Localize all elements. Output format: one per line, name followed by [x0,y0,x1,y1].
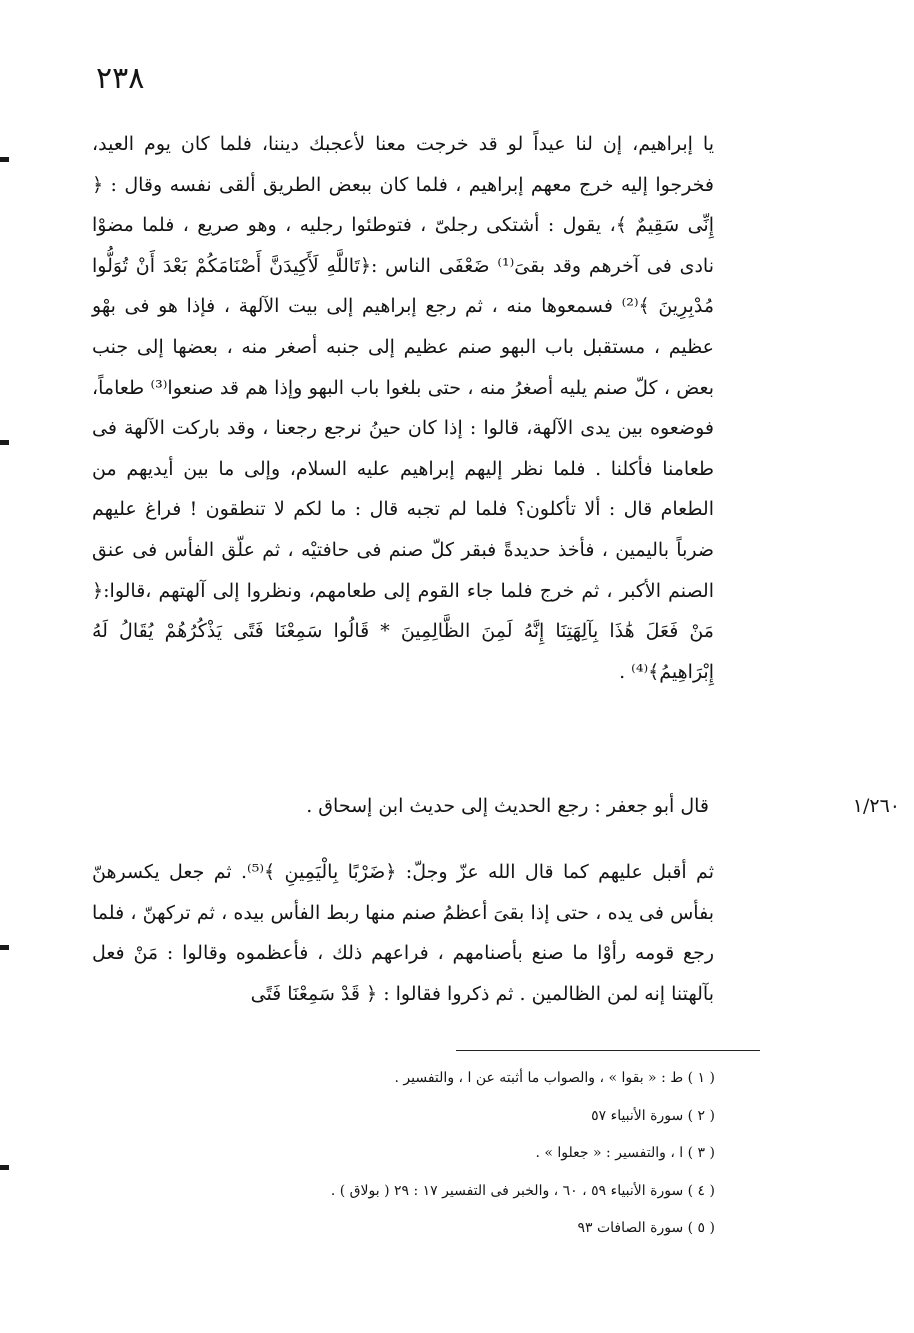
footnote-2: ( ٢ ) سورة الأنبياء ٥٧ [591,1107,715,1124]
footnote-divider [456,1050,760,1051]
paragraph-1: يا إبراهيم، إن لنا عيداً لو قد خرجت معنا لأعجبك ديننا، فلما كان يوم العيد، فخرجوا إليه خرج معهم إبراهيم ، فلما كان ببعض الطريق ألقى نفسه وقال : ﴿ إِنِّى سَقِيمٌ ﴾، يقول : أشتكى رجلىّ ، فتوطئوا رجليه ، وهو صريع ، فلما مضوْا نادى فى آخرهم وقد بقىَ⁽¹⁾ ضَعْفَى الناس :﴿تَاللَّهِ لَأَكِيدَنَّ أَصْنَامَكُمْ بَعْدَ أَنْ تُوَلُّوا مُدْبِرِينَ ﴾⁽²⁾ فسمعوها منه ، ثم رجع إبراهيم إلى بيت الآلهة ، فإذا هو فى بهْو عظيم ، مستقبل باب البهو صنم عظيم إلى جنبه أصغر منه ، بعضها إلى جنب بعض ، كلّ صنم يليه أصغرُ منه ، حتى بلغوا باب البهو وإذا هم قد صنعوا⁽³⁾ طعاماً، فوضعوه بين يدى الآلهة، قالوا : إذا كان حينُ نرجع رجعنا ، وقد باركت الآلهة فى طعامنا فأكلنا . فلما نظر إليهم إبراهيم عليه السلام، وإلى ما بين أيديهم من الطعام قال : ألا تأكلون؟ فلما لم تجبه قال : ما لكم لا تنطقون ! فراغ عليهم ضرباً باليمين ، فأخذ حديدةً فبقر كلّ صنم فى حافتيْه ، ثم علّق الفأس فى عنق الصنم الأكبر ، ثم خرج فلما جاء القوم إلى طعامهم، ونظروا إلى آلهتهم ،قالوا:﴿ مَنْ فَعَلَ هَٰذَا بِآلِهَتِنَا إِنَّهُ لَمِنَ الظَّالِمِينَ * قَالُوا سَمِعْنَا فَتًى يَذْكُرُهُمْ يُقَالُ لَهُ إِبْرَاهِيمُ﴾⁽⁴⁾ . [92,133,715,683]
scan-edge-mark [0,1165,9,1170]
scan-edge-mark [0,440,9,445]
footnote-4: ( ٤ ) سورة الأنبياء ٥٩ ، ٦٠ ، والخبر فى التفسير ١٧ : ٢٩ ( بولاق ) . [330,1182,715,1199]
page-number: ٢٣٨ [96,61,145,96]
margin-reference: ١/٢٦٠ [852,795,900,817]
scan-edge-mark [0,945,9,950]
paragraph-2: قال أبو جعفر : رجع الحديث إلى حديث ابن إسحاق . [306,795,709,817]
footnote-3: ( ٣ ) ا ، والتفسير : « جعلوا » . [535,1145,715,1161]
footnote-1: ( ١ ) ط : « بقوا » ، والصواب ما أثبته عن ا ، والتفسير . [394,1070,715,1086]
scan-edge-mark [0,157,9,162]
footnote-5: ( ٥ ) سورة الصافات ٩٣ [577,1220,715,1236]
footnotes-list [150,1060,715,1248]
paragraph-3: ثم أقبل عليهم كما قال الله عزّ وجلّ: ﴿ضَرْبًا بِالْيَمِينِ ﴾⁽⁵⁾. ثم جعل يكسرهنّ بفأس فى يده ، حتى إذا بقىَ أعظمُ صنم منها ربط الفأس بيده ، ثم تركهنّ ، فلما رجع قومه رأوْا ما صنع بأصنامهم ، فراعهم ذلك ، فأعظموه وقالوا : مَنْ فعل بآلهتنا إنه لمن الظالمين . ثم ذكروا فقالوا : ﴿ قَدْ سَمِعْنَا فَتًى [92,861,714,1005]
